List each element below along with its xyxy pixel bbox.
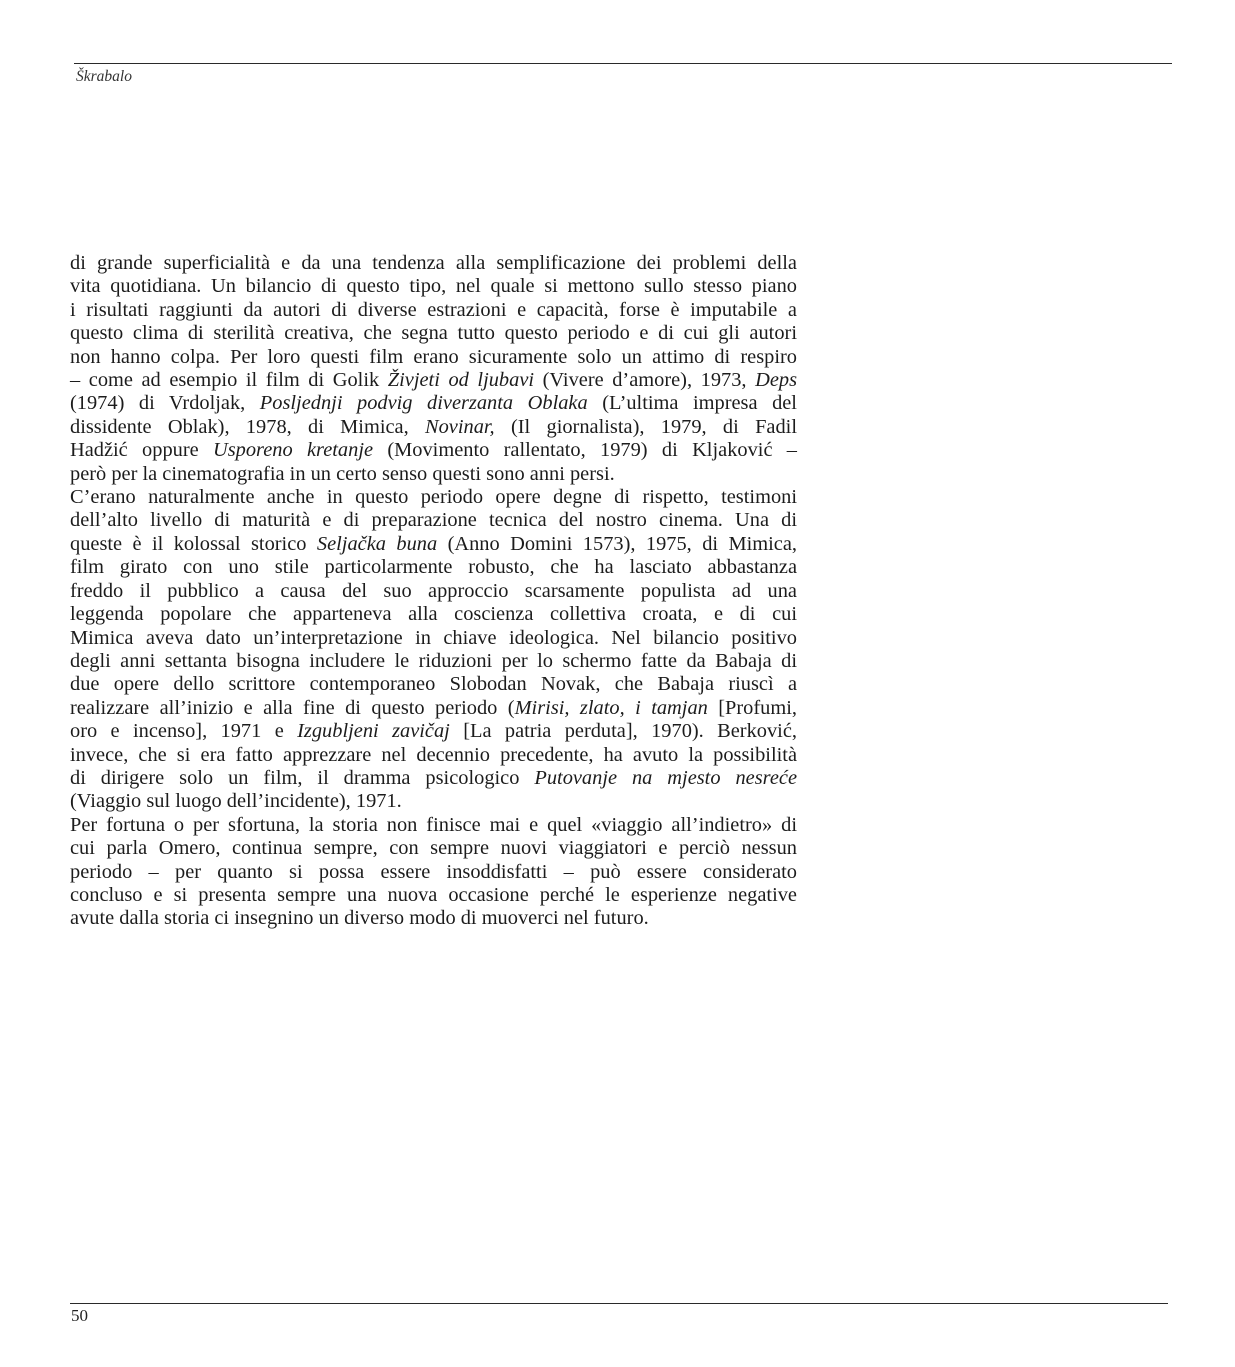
text-line (70, 346, 797, 369)
text-line (70, 369, 797, 392)
text-segment: avute dalla storia ci insegnino un diverso modo di muoverci nel futuro. (70, 907, 649, 930)
text-segment: vita quotidiana. Un bilancio di questo tipo, nel quale si mettono sullo stesso piano (70, 275, 797, 298)
film-title: Putovanje na mjesto nesreće (534, 766, 797, 789)
text-segment: (Anno Domini 1573), 1975, di Mimica, (437, 532, 797, 555)
text-line (70, 416, 797, 439)
text-line (70, 322, 797, 345)
text-line (70, 744, 797, 767)
film-title: Seljačka buna (316, 532, 438, 555)
text-segment: [Profumi, (707, 696, 797, 719)
text-segment: periodo – per quanto si possa essere insoddisfatti – può essere considerato (70, 860, 797, 883)
text-segment: due opere dello scrittore contemporaneo Slobodan Novak, che Babaja riuscì a (70, 673, 797, 696)
text-line (70, 767, 797, 790)
body-text (70, 252, 797, 931)
text-segment: C’erano naturalmente anche in questo periodo opere degne di rispetto, testimoni (70, 486, 797, 509)
text-segment: leggenda popolare che apparteneva alla coscienza collettiva croata, e di cui (70, 603, 797, 626)
text-segment: queste è il kolossal storico (70, 532, 317, 555)
text-line (70, 907, 797, 930)
text-segment: freddo il pubblico a causa del suo approccio scarsamente populista ad una (70, 579, 797, 602)
text-segment: realizzare all’inizio e alla fine di questo periodo ( (70, 696, 515, 719)
text-line (70, 673, 797, 696)
text-line (70, 814, 797, 837)
text-segment: (Viaggio sul luogo dell’incidente), 1971. (70, 790, 402, 813)
text-line (70, 509, 797, 532)
film-title: Novinar, (424, 415, 495, 438)
film-title: Usporeno kretanje (213, 439, 374, 462)
text-line (70, 299, 797, 322)
text-line (70, 790, 797, 813)
text-segment: Per fortuna o per sfortuna, la storia non finisce mai e quel «viaggio all’indietro» di (70, 813, 797, 836)
text-line (70, 627, 797, 650)
text-line (70, 392, 797, 415)
text-segment: dissidente Oblak), 1978, di Mimica, (70, 415, 425, 438)
text-segment: degli anni settanta bisogna includere le riduzioni per lo schermo fatte da Babaja di (70, 649, 797, 672)
text-segment: Hadžić oppure (70, 439, 213, 462)
text-segment: film girato con uno stile particolarmente robusto, che ha lasciato abbastanza (70, 556, 797, 579)
text-segment: (L’ultima impresa del (587, 392, 797, 415)
text-segment: (Movimento rallentato, 1979) di Kljaković – (373, 439, 798, 462)
text-segment: Mimica aveva dato un’interpretazione in chiave ideologica. Nel bilancio positivo (70, 626, 797, 649)
text-segment: (Il giornalista), 1979, di Fadil (494, 415, 797, 438)
running-head: Škrabalo (76, 68, 132, 85)
text-line (70, 837, 797, 860)
text-line (70, 533, 797, 556)
footer-rule (70, 1303, 1168, 1304)
text-line (70, 556, 797, 579)
film-title: Deps (755, 369, 798, 392)
text-segment: dell’alto livello di maturità e di preparazione tecnica del nostro cinema. Una di (70, 509, 797, 532)
film-title: Izgubljeni zavičaj (297, 720, 450, 743)
text-segment: [La patria perduta], 1970). Berković, (449, 720, 797, 743)
text-segment: (1974) di Vrdoljak, (70, 392, 260, 415)
text-line (70, 486, 797, 509)
text-line (70, 439, 797, 462)
text-line (70, 252, 797, 275)
text-segment: cui parla Omero, continua sempre, con sempre nuovi viaggiatori e perciò nessun (70, 837, 797, 860)
text-segment: di grande superficialità e da una tendenza alla semplificazione dei problemi della (70, 252, 797, 274)
text-segment: questo clima di sterilità creativa, che segna tutto questo periodo e di cui gli autori (70, 322, 797, 345)
text-line (70, 650, 797, 673)
text-segment: (Vivere d’amore), 1973, (534, 369, 756, 392)
text-line (70, 884, 797, 907)
text-segment: però per la cinematografia in un certo senso questi sono anni persi. (70, 462, 615, 485)
text-segment: di dirigere solo un film, il dramma psicologico (70, 766, 535, 789)
text-line (70, 697, 797, 720)
text-line (70, 861, 797, 884)
text-line (70, 463, 797, 486)
text-segment: non hanno colpa. Per loro questi film erano sicuramente solo un attimo di respiro (70, 345, 797, 368)
header-rule (74, 63, 1172, 64)
text-segment: oro e incenso], 1971 e (70, 720, 298, 743)
text-segment: i risultati raggiunti da autori di diverse estrazioni e capacità, forse è imputabile a (70, 298, 797, 321)
page-number: 50 (71, 1306, 88, 1325)
text-line (70, 275, 797, 298)
text-line (70, 603, 797, 626)
film-title: Živjeti od ljubavi (387, 369, 535, 392)
text-line (70, 580, 797, 603)
text-segment: – come ad esempio il film di Golik (70, 369, 388, 392)
text-segment: concluso e si presenta sempre una nuova occasione perché le esperienze negative (70, 883, 797, 906)
text-line (70, 720, 797, 743)
film-title: Posljednji podvig diverzanta Oblaka (259, 392, 588, 415)
film-title: Mirisi, zlato, i tamjan (514, 696, 708, 719)
text-segment: invece, che si era fatto apprezzare nel decennio precedente, ha avuto la possibilità (70, 743, 797, 766)
